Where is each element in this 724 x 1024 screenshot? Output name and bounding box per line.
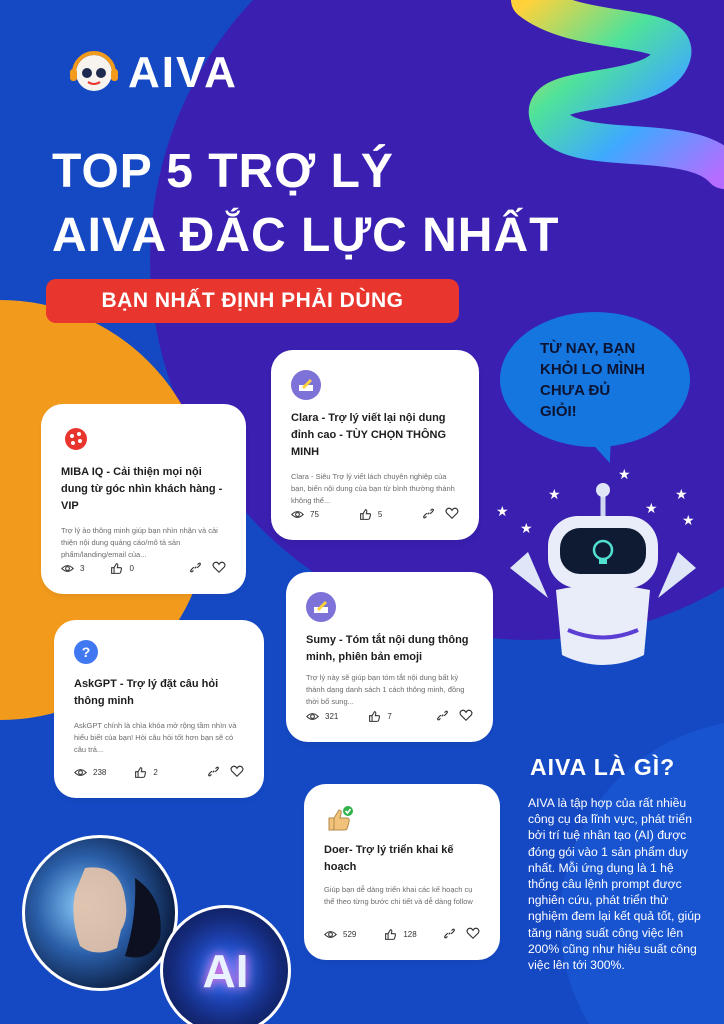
- likes-count: 0: [129, 563, 134, 573]
- card-description: Trợ lý này sẽ giúp bạn tóm tắt nội dung bất kỳ thành dạng danh sách 1 cách thông minh, đồng thời bổ sung...: [306, 673, 465, 706]
- likes-count: 5: [377, 509, 383, 519]
- card-description: Trợ lý ảo thông minh giúp bạn nhìn nhận và cải thiện nội dung quảng cáo/mô tả sản phẩm/landing/email của...: [61, 526, 218, 559]
- favorite-button[interactable]: [459, 708, 473, 724]
- page-title: [52, 140, 559, 268]
- ai-face-image: [22, 835, 178, 991]
- robot-head-icon: [68, 49, 120, 97]
- title-line-1: TOP 5 TRỢ LÝ: [52, 145, 394, 198]
- like-button[interactable]: [110, 562, 133, 575]
- card-stats: [74, 764, 244, 780]
- thumbs-up-check-icon: [324, 804, 354, 834]
- views-count: 238: [93, 767, 107, 777]
- views-stat: [306, 710, 338, 723]
- link-button[interactable]: [189, 561, 202, 576]
- thumbs-up-icon: [368, 710, 381, 723]
- like-button[interactable]: [359, 508, 382, 521]
- link-icon: [422, 507, 435, 520]
- thumbs-up-icon: [384, 928, 397, 941]
- link-button[interactable]: [436, 709, 449, 724]
- card-title: Sumy - Tóm tắt nội dung thông minh, phiên bản emoji: [306, 634, 469, 663]
- views-stat: [61, 562, 84, 575]
- likes-count: 2: [153, 767, 158, 777]
- card-stats: [306, 708, 473, 724]
- eye-icon: [324, 928, 337, 941]
- writing-icon: [291, 370, 321, 400]
- logo: [68, 48, 238, 98]
- assistant-card[interactable]: [60, 626, 258, 792]
- heart-icon: [445, 506, 459, 520]
- likes-count: 128: [403, 929, 417, 939]
- views-count: 3: [80, 563, 85, 573]
- brain-icon: [61, 424, 91, 454]
- eye-icon: [291, 508, 304, 521]
- star-icon: ★: [520, 520, 533, 536]
- speech-bubble: [500, 312, 690, 447]
- ai-chip-text: AI: [202, 944, 249, 997]
- thumbs-up-icon: [359, 508, 372, 521]
- link-button[interactable]: [207, 765, 220, 780]
- brand-name: AIVA: [128, 48, 238, 97]
- favorite-button[interactable]: [230, 764, 244, 780]
- eye-icon: [306, 710, 319, 723]
- link-icon: [436, 709, 449, 722]
- views-stat: [324, 928, 356, 941]
- star-icon: ★: [675, 486, 688, 502]
- about-heading: AIVA LÀ GÌ?: [530, 754, 676, 780]
- star-icon: ★: [618, 466, 631, 482]
- about-text: AIVA là tập hợp của rất nhiều công cụ đa lĩnh vực, phát triển bởi trí tuệ nhân tạo (AI) được đóng gói vào 1 sản phẩm duy nhất. Mỗi ứng dụng là 1 hệ thống câu lệnh prompt được nghiên cứu, phát triển thử nghiệm đem lại kết quả tốt, giúp tăng năng suất công việc lên 200% cũng như hiệu suất công việc lên tới 300%.: [528, 796, 701, 973]
- favorite-button[interactable]: [445, 506, 459, 522]
- like-button[interactable]: [368, 710, 391, 723]
- heart-icon: [466, 926, 480, 940]
- like-button[interactable]: [134, 766, 157, 779]
- heart-icon: [230, 764, 244, 778]
- views-stat: [74, 766, 106, 779]
- link-button[interactable]: [443, 927, 456, 942]
- title-line-2: AIVA ĐẮC LỰC NHẤT: [52, 209, 560, 262]
- card-description: Giúp bạn dễ dàng triển khai các kế hoạch cụ thể theo từng bước chi tiết và dễ dàng follow: [324, 885, 473, 906]
- heart-icon: [459, 708, 473, 722]
- speech-bubble-text: TỪ NAY, BẠN KHỎI LO MÌNH CHƯA ĐỦ GIỎI!: [540, 339, 645, 420]
- card-title: AskGPT - Trợ lý đặt câu hỏi thông minh: [74, 678, 219, 707]
- card-stats: [324, 926, 480, 942]
- views-count: 529: [343, 929, 357, 939]
- subtitle-badge: BẠN NHẤT ĐỊNH PHẢI DÙNG: [46, 279, 459, 323]
- card-title: MIBA IQ - Cải thiện mọi nội dung từ góc nhìn khách hàng - VIP: [61, 466, 223, 512]
- link-button[interactable]: [422, 507, 435, 522]
- ai-chip-image: [160, 905, 291, 1024]
- card-stats: [61, 560, 226, 576]
- question-icon: ?: [74, 640, 98, 664]
- assistant-card[interactable]: [47, 410, 240, 588]
- card-description: Clara - Siêu Trợ lý viết lách chuyên nghiệp của bạn, biến nội dung của bạn từ bình thường thành không thể...: [291, 472, 455, 505]
- views-stat: [291, 508, 319, 521]
- assistant-card[interactable]: [292, 578, 487, 736]
- card-description: AskGPT chính là chìa khóa mở rộng tầm nhìn và hiểu biết của bạn! Hỏi câu hỏi tốt hơn bạn sẽ có câu trả...: [74, 721, 237, 754]
- star-icon: ★: [548, 486, 561, 502]
- favorite-button[interactable]: [212, 560, 226, 576]
- assistant-card[interactable]: [277, 356, 473, 534]
- star-icon: ★: [682, 512, 695, 528]
- card-title: Doer- Trợ lý triển khai kế hoạch: [324, 844, 454, 873]
- robot-illustration: [508, 480, 698, 680]
- thumbs-up-icon: [134, 766, 147, 779]
- star-icon: ★: [496, 503, 509, 519]
- likes-count: 7: [387, 711, 392, 721]
- card-stats: [291, 506, 459, 522]
- link-icon: [207, 765, 220, 778]
- heart-icon: [212, 560, 226, 574]
- favorite-button[interactable]: [466, 926, 480, 942]
- assistant-card[interactable]: [310, 790, 494, 954]
- eye-icon: [74, 766, 87, 779]
- link-icon: [189, 561, 202, 574]
- like-button[interactable]: [384, 928, 416, 941]
- writing-icon: [306, 592, 336, 622]
- views-count: 321: [325, 711, 339, 721]
- eye-icon: [61, 562, 74, 575]
- card-title: Clara - Trợ lý viết lại nội dung đỉnh cao - TÙY CHỌN THÔNG MINH: [291, 412, 447, 458]
- link-icon: [443, 927, 456, 940]
- thumbs-up-icon: [110, 562, 123, 575]
- star-icon: ★: [645, 500, 658, 516]
- views-count: 75: [310, 509, 319, 519]
